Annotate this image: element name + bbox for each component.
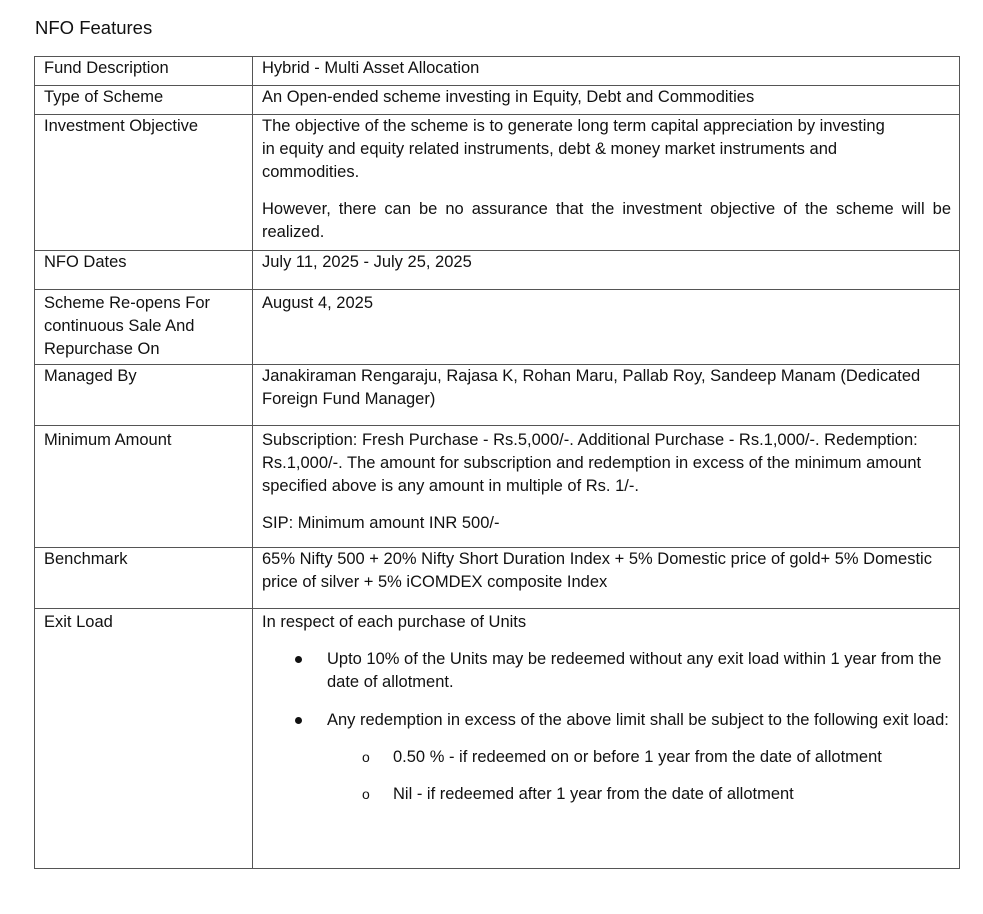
page-title: NFO Features (35, 17, 153, 38)
table-row (35, 290, 960, 365)
sip-paragraph: SIP: Minimum amount INR 500/- (262, 514, 500, 532)
row-value (253, 115, 960, 251)
subscription-paragraph: Subscription: Fresh Purchase - Rs.5,000/-. Additional Purchase - Rs.1,000/-. Redemption: Rs.1,000/-. The amount for subscription and redemption in excess of the minimum amount specified above is any amount in multiple of Rs. 1/-. (262, 431, 922, 495)
table-row (35, 57, 960, 86)
row-value: 65% Nifty 500 + 20% Nifty Short Duration Index + 5% Domestic price of gold+ 5% Domestic price of silver + 5% iCOMDEX composite Index (253, 548, 960, 609)
table-row (35, 426, 960, 548)
bullet-text: Upto 10% of the Units may be redeemed without any exit load within 1 year from the date of allotment. (327, 650, 942, 691)
table-row (35, 251, 960, 290)
bullet-icon (295, 656, 302, 663)
exit-load-bullets (262, 648, 951, 806)
list-item (262, 709, 951, 806)
assurance-paragraph: However, there can be no assurance that the investment objective of the scheme will be realized. (262, 200, 951, 241)
row-value: July 11, 2025 - July 25, 2025 (253, 251, 960, 290)
bullet-icon (295, 717, 302, 724)
exit-load-sub-bullets (262, 746, 951, 806)
row-label: Type of Scheme (35, 86, 253, 115)
row-label: Minimum Amount (35, 426, 253, 548)
bullet-text: Any redemption in excess of the above limit shall be subject to the following exit load: (327, 711, 949, 729)
sub-bullet-text: 0.50 % - if redeemed on or before 1 year from the date of allotment (393, 748, 882, 766)
row-label: Investment Objective (35, 115, 253, 251)
row-value: Janakiraman Rengaraju, Rajasa K, Rohan Maru, Pallab Roy, Sandeep Manam (Dedicated Foreign Fund Manager) (253, 365, 960, 426)
row-value: August 4, 2025 (253, 290, 960, 365)
exit-load-intro: In respect of each purchase of Units (262, 613, 527, 631)
row-label: Managed By (35, 365, 253, 426)
objective-paragraph: The objective of the scheme is to generate long term capital appreciation by investing in equity and equity related instruments, debt & money market instruments and commodities. (262, 117, 885, 181)
table-row (35, 548, 960, 609)
row-label: Fund Description (35, 57, 253, 86)
table-row (35, 365, 960, 426)
sub-bullet-text: Nil - if redeemed after 1 year from the date of allotment (393, 785, 794, 803)
circle-bullet-icon: o (362, 786, 370, 802)
list-item (262, 648, 951, 694)
row-value (253, 609, 960, 869)
table-row (35, 86, 960, 115)
list-item (262, 783, 951, 806)
row-label: Exit Load (35, 609, 253, 869)
circle-bullet-icon: o (362, 749, 370, 765)
table-row (35, 115, 960, 251)
nfo-features-table (34, 56, 960, 869)
row-value: Hybrid - Multi Asset Allocation (253, 57, 960, 86)
table-row (35, 609, 960, 869)
row-label: Scheme Re-opens For continuous Sale And Repurchase On (35, 290, 253, 365)
row-label: NFO Dates (35, 251, 253, 290)
row-value: An Open-ended scheme investing in Equity, Debt and Commodities (253, 86, 960, 115)
list-item (262, 746, 951, 769)
row-value (253, 426, 960, 548)
row-label: Benchmark (35, 548, 253, 609)
